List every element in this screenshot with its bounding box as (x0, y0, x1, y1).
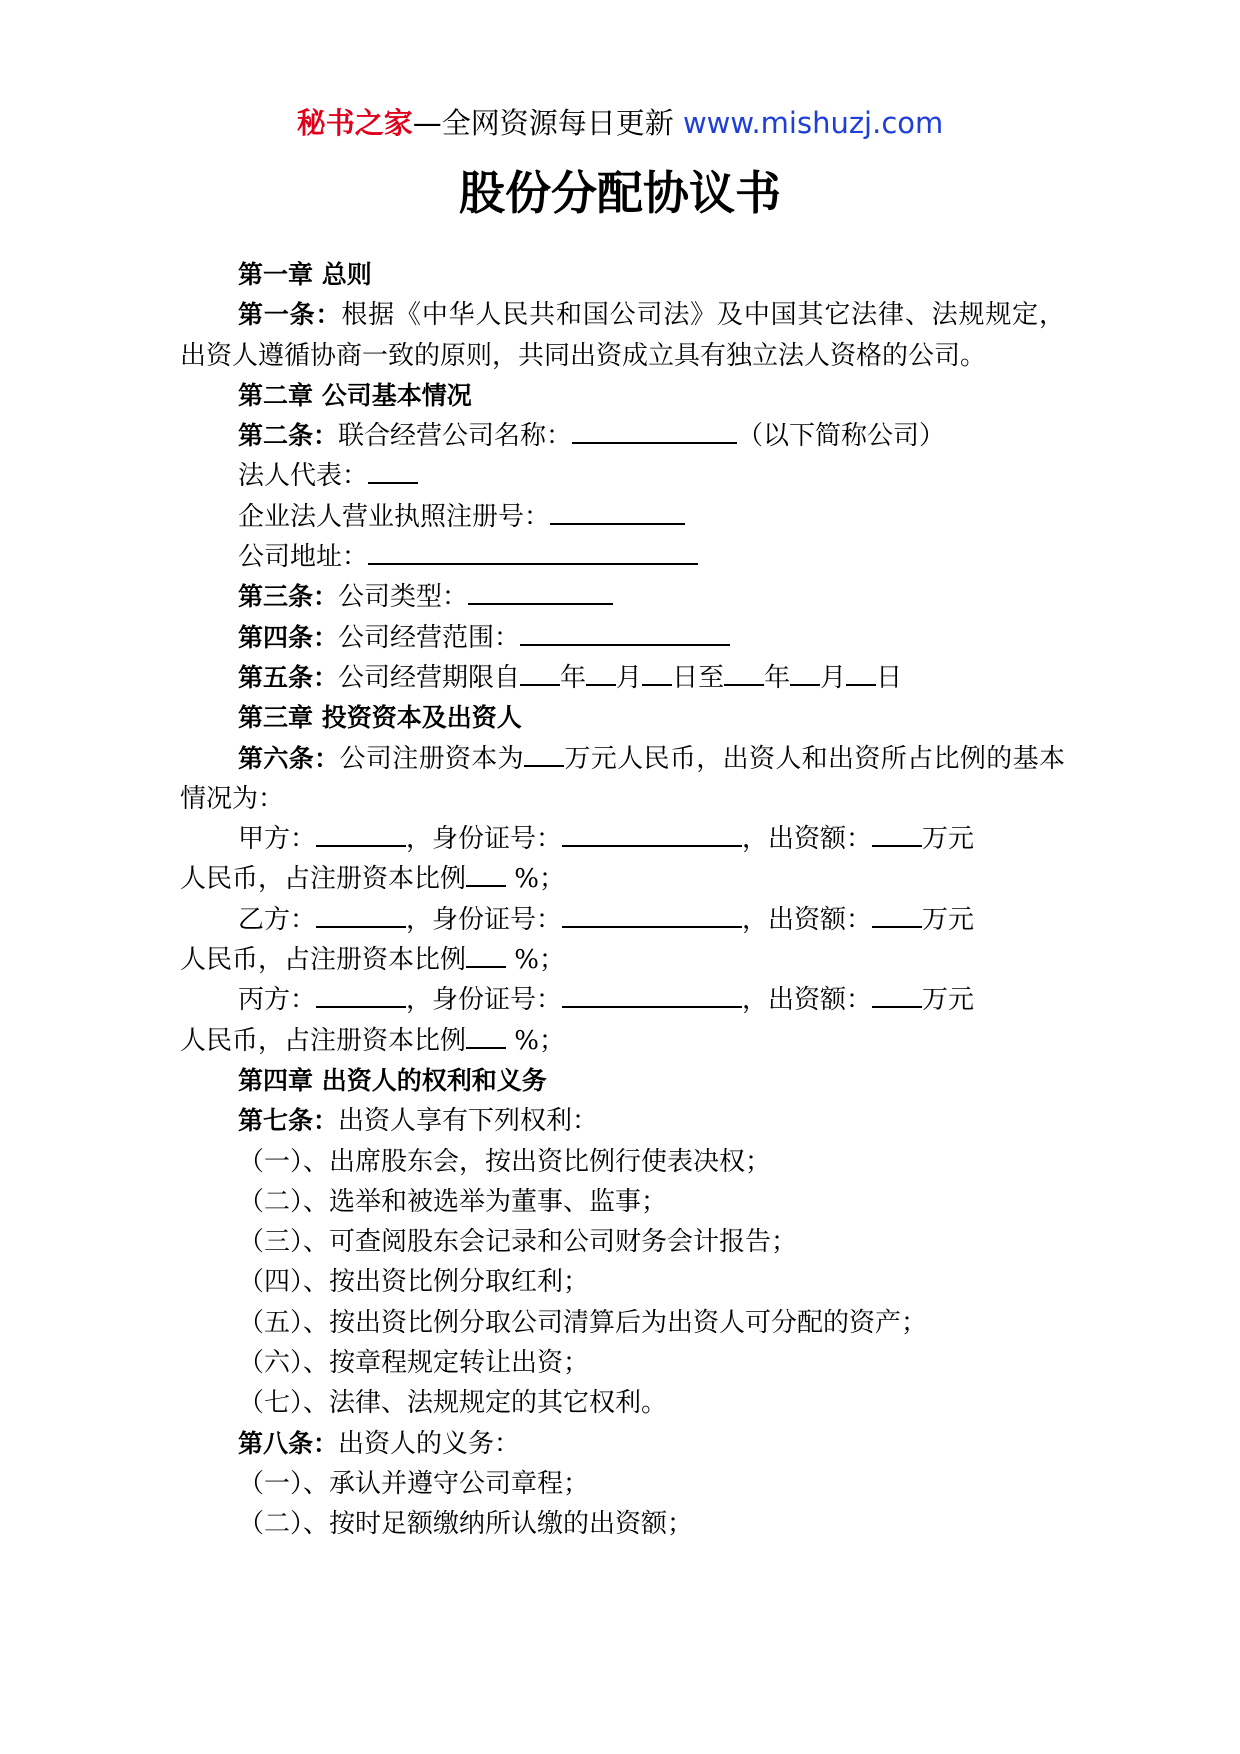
article-8 (180, 1424, 1065, 1464)
percent-text: %； (506, 864, 565, 895)
party-b (180, 900, 1065, 981)
unit-text: 万元 (922, 985, 975, 1016)
list-item: （二）、选举和被选举为董事、监事； (238, 1186, 668, 1217)
party-b-ratio-line (180, 940, 1065, 980)
license-label: 企业法人营业执照注册号： (238, 501, 551, 532)
party-a-ratio-line (180, 859, 1065, 899)
party-b-name-blank (316, 900, 406, 928)
id-label: ，身份证号： (406, 985, 563, 1016)
day-text: 日 (876, 662, 903, 693)
company-name-suffix: （以下简称公司） (737, 421, 946, 452)
legal-rep-label: 法人代表： (238, 461, 369, 492)
article-4-label: 第四条： (238, 622, 339, 652)
license-line (180, 497, 1065, 537)
address-label: 公司地址： (238, 542, 369, 573)
company-type-blank (468, 577, 613, 605)
article-3 (180, 577, 1065, 617)
article-6 (180, 739, 1065, 820)
article-2-label: 第二条： (238, 421, 339, 451)
amount-label: ，出资额： (742, 985, 873, 1016)
party-a-id-blank (562, 819, 742, 847)
amount-label: ，出资额： (742, 904, 873, 935)
start-day-blank (642, 658, 672, 686)
article-1 (180, 295, 1065, 376)
party-b-line (180, 900, 1065, 940)
amount-label: ，出资额： (742, 824, 873, 855)
unit-text: 万元 (922, 824, 975, 855)
legal-rep-blank (368, 456, 418, 484)
chapter-4-heading: 第四章 出资人的权利和义务 (238, 1065, 547, 1095)
site-brand: 秘书之家 (296, 106, 413, 140)
article-7 (180, 1101, 1065, 1141)
list-item: （四）、按出资比例分取红利； (238, 1267, 590, 1298)
business-scope-label: 公司经营范围： (338, 622, 521, 653)
id-label: ，身份证号： (406, 824, 563, 855)
unit-text: 万元 (922, 904, 975, 935)
month-text: 月 (616, 662, 643, 693)
list-item: （一）、出席股东会，按出资比例行使表决权； (238, 1146, 772, 1177)
party-a-name: 甲方： (238, 824, 317, 855)
party-c-line (180, 980, 1065, 1020)
to-text: 至 (698, 662, 725, 693)
party-c-amount-blank (872, 980, 922, 1008)
party-b-id-blank (562, 900, 742, 928)
end-day-blank (846, 658, 876, 686)
day-text: 日 (672, 662, 699, 693)
site-header (0, 100, 1240, 146)
article-8-label: 第八条： (238, 1428, 339, 1458)
capital-blank (524, 739, 564, 767)
document-title: 股份分配协议书 (459, 166, 781, 220)
article-7-text: 出资人享有下列权利： (338, 1106, 599, 1137)
party-c-id-blank (562, 980, 742, 1008)
article-6-label: 第六条： (238, 743, 340, 773)
capital-text-2: 万元人民币，出资人和出资所占比例的基本情况为： (180, 743, 1065, 814)
company-type-label: 公司类型： (338, 582, 469, 613)
ratio-label: 人民币，占注册资本比例 (180, 945, 467, 976)
party-a (180, 819, 1065, 900)
party-c-name-blank (316, 980, 406, 1008)
chapter-1-heading: 第一章 总则 (238, 260, 372, 289)
party-b-amount-blank (872, 900, 922, 928)
article-8-text: 出资人的义务： (338, 1428, 521, 1459)
list-item: （一）、承认并遵守公司章程； (238, 1468, 590, 1499)
list-item: （六）、按章程规定转让出资； (238, 1348, 590, 1379)
party-a-amount-blank (872, 819, 922, 847)
site-slogan: —全网资源每日更新 (412, 106, 683, 140)
article-3-label: 第三条： (238, 582, 339, 612)
capital-text: 公司注册资本为 (339, 743, 525, 774)
list-item: （二）、按时足额缴纳所认缴的出资额； (238, 1509, 694, 1540)
party-b-name: 乙方： (238, 904, 317, 935)
party-b-ratio-blank (466, 940, 506, 968)
end-month-blank (790, 658, 820, 686)
term-text: 公司经营期限自 (338, 662, 521, 693)
party-c (180, 980, 1065, 1061)
id-label: ，身份证号： (406, 904, 563, 935)
party-c-name: 丙方： (238, 985, 317, 1016)
article-1-label: 第一条： (238, 300, 342, 330)
percent-text: %； (506, 1025, 565, 1056)
list-item: （七）、法律、法规规定的其它权利。 (238, 1388, 668, 1419)
ratio-label: 人民币，占注册资本比例 (180, 1025, 467, 1056)
document-body (180, 255, 1065, 1545)
start-month-blank (586, 658, 616, 686)
year-text: 年 (764, 662, 791, 693)
company-name-blank (572, 416, 737, 444)
address-line (180, 537, 1065, 577)
article-5-label: 第五条： (238, 662, 339, 692)
legal-rep-line (180, 456, 1065, 496)
address-blank (368, 537, 698, 565)
business-scope-blank (520, 618, 730, 646)
article-4 (180, 618, 1065, 658)
article-5 (180, 658, 1065, 698)
month-text: 月 (820, 662, 847, 693)
party-a-line (180, 819, 1065, 859)
start-year-blank (520, 658, 560, 686)
site-url-link[interactable]: www.mishuzj.com (682, 106, 944, 140)
percent-text: %； (506, 945, 565, 976)
party-a-name-blank (316, 819, 406, 847)
list-item: （三）、可查阅股东会记录和公司财务会计报告； (238, 1227, 798, 1258)
year-text: 年 (560, 662, 587, 693)
party-a-ratio-blank (466, 859, 506, 887)
end-year-blank (724, 658, 764, 686)
license-blank (550, 497, 685, 525)
party-c-ratio-line (180, 1021, 1065, 1061)
ratio-label: 人民币，占注册资本比例 (180, 864, 467, 895)
chapter-3-heading: 第三章 投资资本及出资人 (238, 703, 522, 733)
list-item: （五）、按出资比例分取公司清算后为出资人可分配的资产； (238, 1307, 928, 1338)
chapter-2-heading: 第二章 公司基本情况 (238, 380, 472, 410)
party-c-ratio-blank (466, 1021, 506, 1049)
company-name-label: 联合经营公司名称： (338, 421, 573, 452)
article-2 (180, 416, 1065, 456)
article-1-text: 根据《中华人民共和国公司法》及中国其它法律、法规规定，出资人遵循协商一致的原则，共同出资成立具有独立法人资格的公司。 (180, 300, 1065, 371)
article-7-label: 第七条： (238, 1106, 339, 1136)
